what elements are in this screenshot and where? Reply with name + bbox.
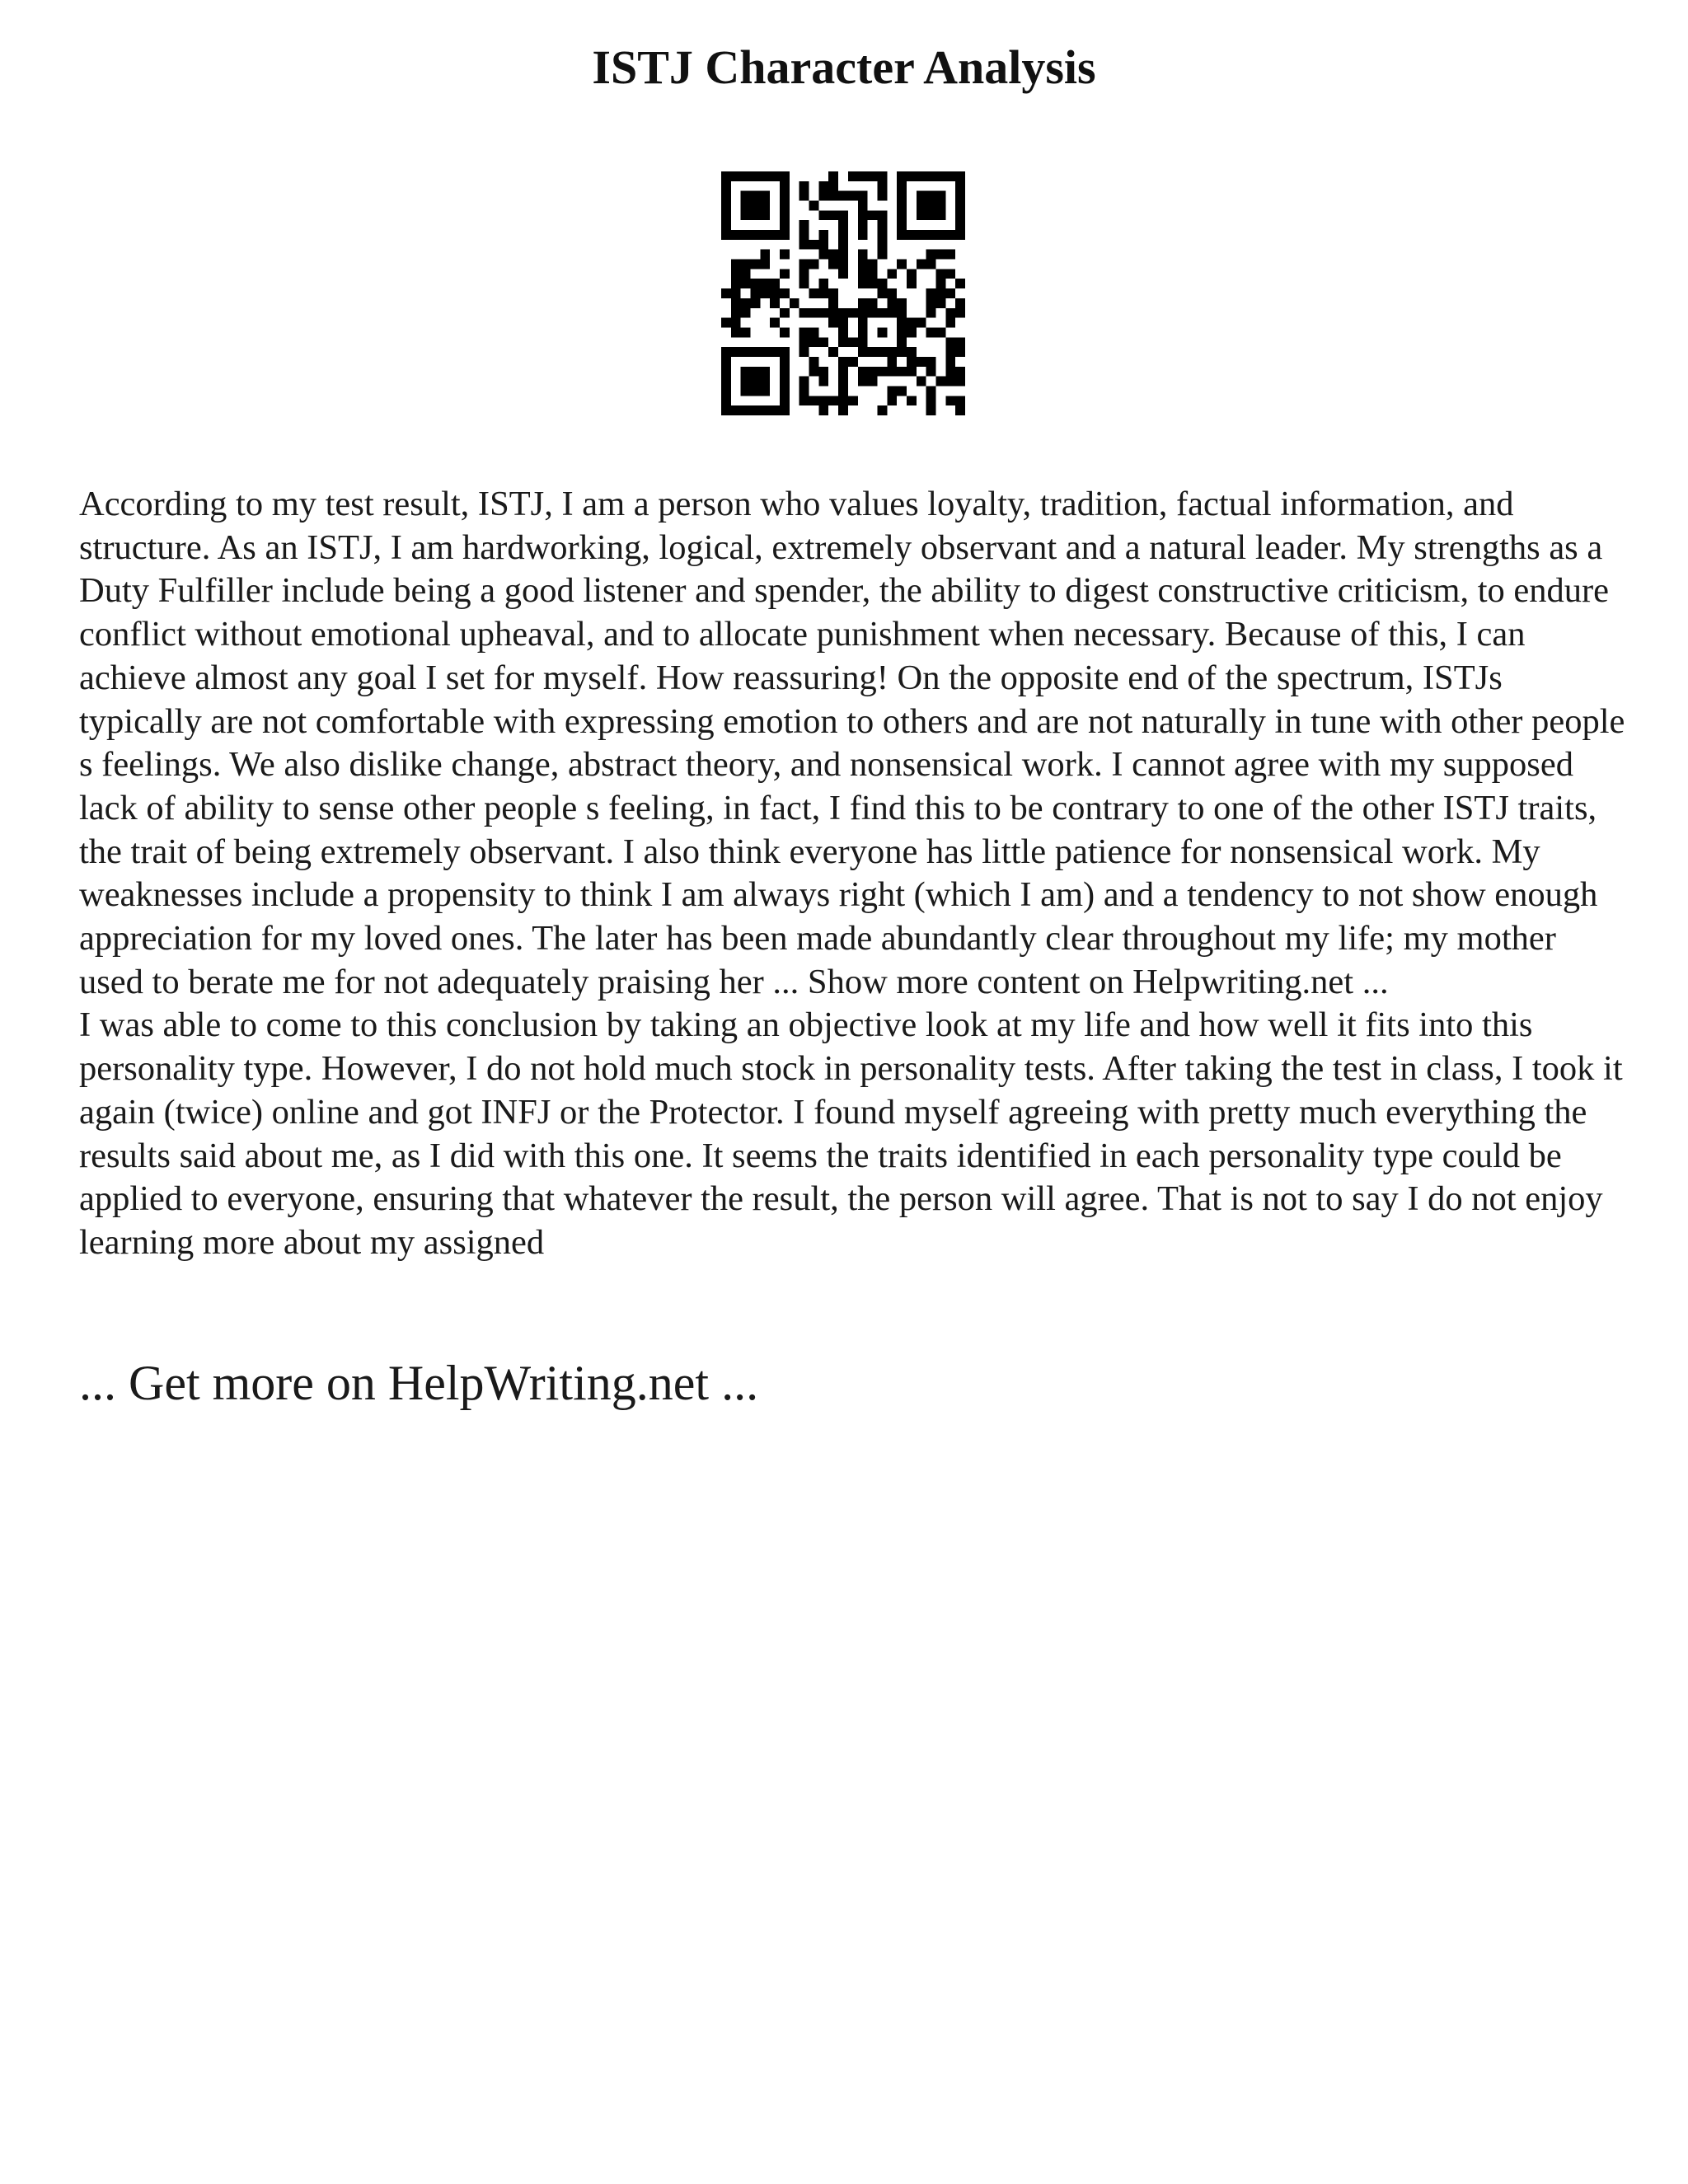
article-paragraph: I was able to come to this conclusion by taking an objective look at my life and how well it fits into this personality type. However, I do not hold much stock in personality tests. After taking the test in class, I took it again (twice) online and got INFJ or the Protector. I found myself agreeing with pretty much everything the results said about me, as I did with this one. It seems the traits identified in each personality type could be applied to everyone, ensuring that whatever the result, the person will agree. That is not to say I do not enjoy learning more about my assigned — [79, 1005, 1623, 1262]
article-paragraph: According to my test result, ISTJ, I am a person who values loyalty, tradition, factual information, and structure. As an ISTJ, I am hardworking, logical, extremely observant and a natural leader. My strengths as a Duty Fulfiller include being a good listener and spender, the ability to digest constructive criticism, to endure conflict without emotional upheaval, and to allocate punishment when necessary. Because of this, I can achieve almost any goal I set for myself. How reassuring! On the opposite end of the spectrum, ISTJs typically are not comfortable with expressing emotion to others and are not naturally in tune with other people s feelings. We also dislike change, abstract theory, and nonsensical work. I cannot agree with my supposed lack of ability to sense other people s feeling, in fact, I find this to be contrary to one of the other ISTJ traits, the trait of being extremely observant. I also think everyone has little patience for nonsensical work. My weaknesses include a propensity to think I am always right (which I am) and a tendency to not show enough appreciation for my loved ones. The later has been made abundantly clear throughout my life; my mother used to berate me for not adequately praising her ... Show more content on Helpwriting.net ... — [79, 485, 1625, 1001]
article-body — [79, 483, 1629, 1265]
qr-code-graphic — [721, 171, 965, 415]
get-more-link[interactable]: ... Get more on HelpWriting.net ... — [79, 1356, 759, 1410]
page-title: ISTJ Character Analysis — [592, 40, 1096, 94]
qr-code-icon — [721, 171, 965, 415]
